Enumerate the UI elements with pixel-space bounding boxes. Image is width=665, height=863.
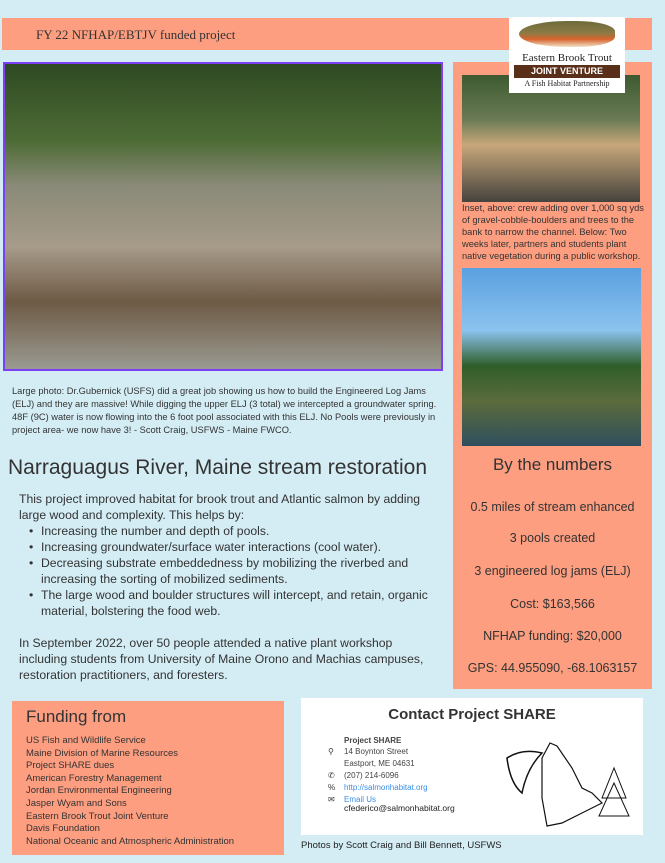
logo-line1: Eastern Brook Trout: [522, 52, 612, 64]
funding-box: [12, 701, 284, 855]
funder: Maine Division of Marine Resources: [26, 747, 179, 759]
benefits-list: [29, 523, 439, 619]
list-item: • Increasing groundwater/surface water interactions (cool water).: [29, 539, 439, 555]
salmon-icon: [507, 751, 542, 793]
closing-text: In September 2022, over 50 people attended a native plant workshop including students from University of Maine Orono and Machias campuses, restoration practitioners, and foresters.: [19, 636, 424, 682]
maine-salmon-illustration: [502, 738, 632, 828]
funder: Davis Foundation: [26, 823, 100, 835]
email-link[interactable]: Email Us: [344, 795, 377, 804]
number-item: Cost: $163,566: [510, 597, 595, 611]
ebtjv-logo: [509, 17, 625, 93]
photo-caption: Large photo: Dr.Gubernick (USFS) did a great job showing us how to build the Engineered Log Jams (ELJ) and they are massive! While digging the upper ELJ (3 total) we intercepted a groundwater spring. 48F (9C) water is now flowing into the 6 foot pool associated with this ELJ. No Pools were previously in project area- we now have 3! - Scott Craig, USFWS - Maine FWCO.: [12, 386, 437, 435]
header-label: FY 22 NFHAP/EBTJV funded project: [36, 27, 236, 42]
large-photo-log-jam-construction: [3, 62, 443, 371]
number-item: NFHAP funding: $20,000: [483, 629, 622, 643]
funder: Jasper Wyam and Sons: [26, 797, 127, 809]
funder: Eastern Brook Trout Joint Venture: [26, 810, 169, 822]
funder: US Fish and Wildlife Service: [26, 735, 146, 746]
inset-photo-crew: [462, 75, 640, 202]
brook-trout-icon: [519, 21, 615, 47]
number-item: 0.5 miles of stream enhanced: [470, 500, 635, 514]
contact-email: cfederico@salmonhabitat.org: [344, 803, 455, 813]
body-text: [19, 491, 439, 683]
location-pin-icon: ⚲: [328, 747, 334, 756]
contact-city: Eastport, ME 04631: [344, 759, 415, 768]
funder: American Forestry Management: [26, 772, 162, 784]
page-title: Narraguagus River, Maine stream restoration: [8, 456, 428, 479]
funder: Project SHARE dues: [26, 760, 115, 772]
logo-line3: A Fish Habitat Partnership: [524, 79, 610, 88]
number-item: 3 engineered log jams (ELJ): [474, 564, 631, 578]
numbers-title: By the numbers: [492, 455, 613, 474]
funder: National Oceanic and Atmospheric Administration: [26, 835, 235, 847]
link-icon: %: [328, 783, 336, 792]
list-item: • Decreasing substrate embeddedness by mobilizing the riverbed and increasing the sorting of mobilized sediments.: [29, 555, 439, 587]
logo-line2: JOINT VENTURE: [514, 65, 620, 78]
number-item: GPS: 44.955090, -68.1063157: [467, 661, 638, 675]
inset-photo-river: [462, 268, 641, 446]
website-link[interactable]: http://salmonhabitat.org: [344, 783, 428, 792]
list-item: • Increasing the number and depth of pools.: [29, 523, 439, 539]
funding-title: Funding from: [26, 707, 127, 726]
funder: Jordan Environmental Engineering: [26, 785, 172, 797]
contact-phone: (207) 214-6096: [344, 771, 399, 780]
intro-text: This project improved habitat for brook trout and Atlantic salmon by adding large wood and complexity. This helps by:: [19, 492, 421, 522]
contact-title: Contact Project SHARE: [388, 706, 556, 723]
phone-icon: ✆: [328, 771, 335, 780]
contact-street: 14 Boynton Street: [344, 747, 409, 756]
maine-outline-icon: [542, 743, 602, 826]
photo-credit: Photos by Scott Craig and Bill Bennett, USFWS: [301, 840, 502, 851]
inset-caption: Inset, above: crew adding over 1,000 sq yds of gravel-cobble-boulders and trees to the bank to narrow the channel. Below: Two weeks later, partners and students plant native vegetation during a public workshop.: [462, 203, 644, 261]
envelope-icon: ✉: [328, 795, 335, 804]
pine-tree-icon: [599, 768, 629, 816]
number-item: 3 pools created: [509, 531, 596, 545]
contact-org: Project SHARE: [344, 736, 402, 745]
list-item: • The large wood and boulder structures will intercept, and retain, organic material, bolstering the food web.: [29, 587, 439, 619]
